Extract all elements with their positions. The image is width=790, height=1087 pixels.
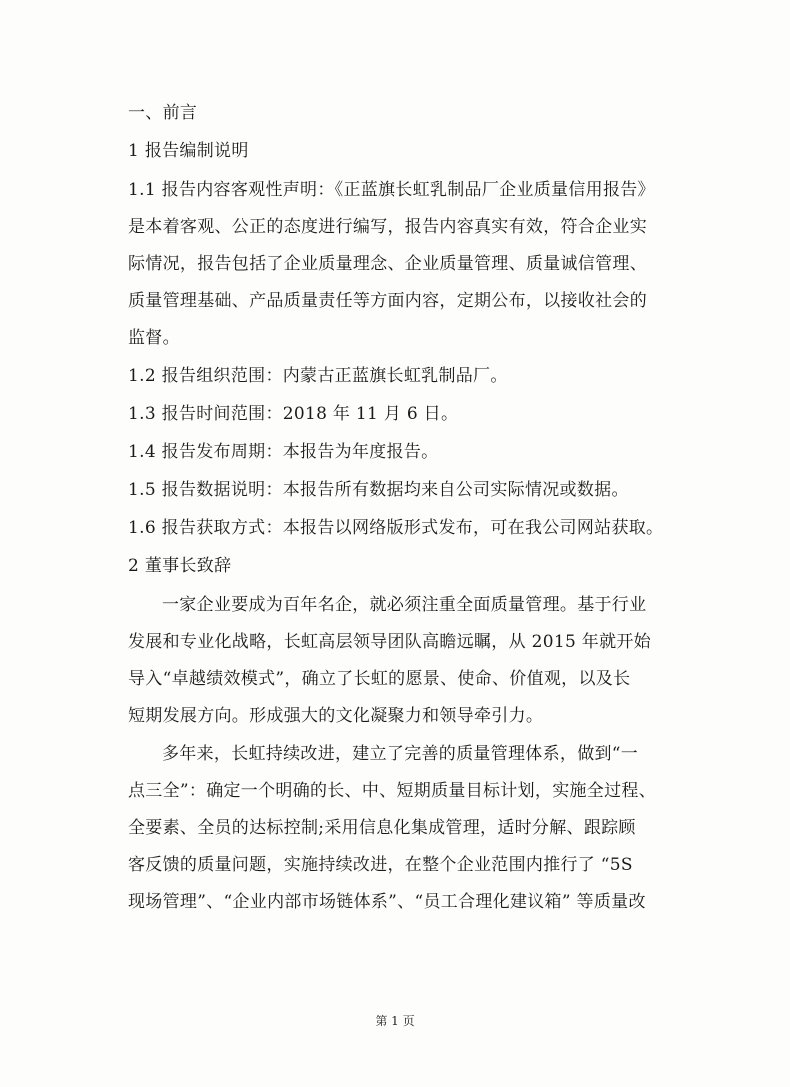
text-line: 发展和专业化战略，长虹高层领导团队高瞻远瞩，从 2015 年就开始 (128, 632, 651, 652)
text-line: 一家企业要成为百年名企，就必须注重全面质量管理。基于行业 (162, 595, 647, 615)
text-line: 客反馈的质量问题，实施持续改进，在整个企业范围内推行了 “5S (128, 855, 633, 875)
text-line: 质量管理基础、产品质量责任等方面内容，定期公布，以接收社会的 (128, 291, 647, 311)
text-line: 全要素、全员的达标控制;采用信息化集成管理，适时分解、跟踪顾 (128, 818, 636, 838)
document-body (128, 102, 668, 913)
section-1-6: 1.6 报告获取方式：本报告以网络版形式发布，可在我公司网站获取。 (128, 518, 664, 538)
text-line: 是本着客观、公正的态度进行编写，报告内容真实有效，符合企业实 (128, 217, 647, 237)
text-line: 短期发展方向。形成强大的文化凝聚力和领导牵引力。 (128, 706, 544, 726)
page-number: 第 1 页 (375, 1014, 415, 1028)
text-line: 现场管理”、“企业内部市场链体系”、“员工合理化建议箱” 等质量改 (128, 892, 646, 912)
section-1-1 (128, 179, 668, 349)
text-line: 导入“卓越绩效模式”，确立了长虹的愿景、使命、价值观，以及长 (128, 669, 631, 689)
section-1-4: 1.4 报告发布周期：本报告为年度报告。 (128, 442, 439, 462)
text-line: 1.1 报告内容客观性声明：《正蓝旗长虹乳制品厂企业质量信用报告》 (128, 180, 655, 200)
paragraph-1 (128, 594, 668, 727)
section-1-2: 1.2 报告组织范围：内蒙古正蓝旗长虹乳制品厂。 (128, 366, 508, 386)
heading-intro: 一、前言 (128, 103, 198, 123)
section-1-3: 1.3 报告时间范围：2018 年 11 月 6 日。 (128, 404, 459, 424)
text-line: 点三全”：确定一个明确的长、中、短期质量目标计划，实施全过程、 (128, 781, 656, 801)
text-line: 际情况，报告包括了企业质量理念、企业质量管理、质量诚信管理、 (128, 254, 647, 274)
text-line: 监督。 (128, 328, 180, 348)
text-line: 多年来，长虹持续改进，建立了完善的质量管理体系，做到“一 (162, 744, 639, 764)
heading-chairman-speech: 2 董事长致辞 (128, 556, 232, 576)
paragraph-2 (128, 743, 668, 913)
heading-report-notes: 1 报告编制说明 (128, 141, 249, 161)
section-1-5: 1.5 报告数据说明：本报告所有数据均来自公司实际情况或数据。 (128, 480, 629, 500)
